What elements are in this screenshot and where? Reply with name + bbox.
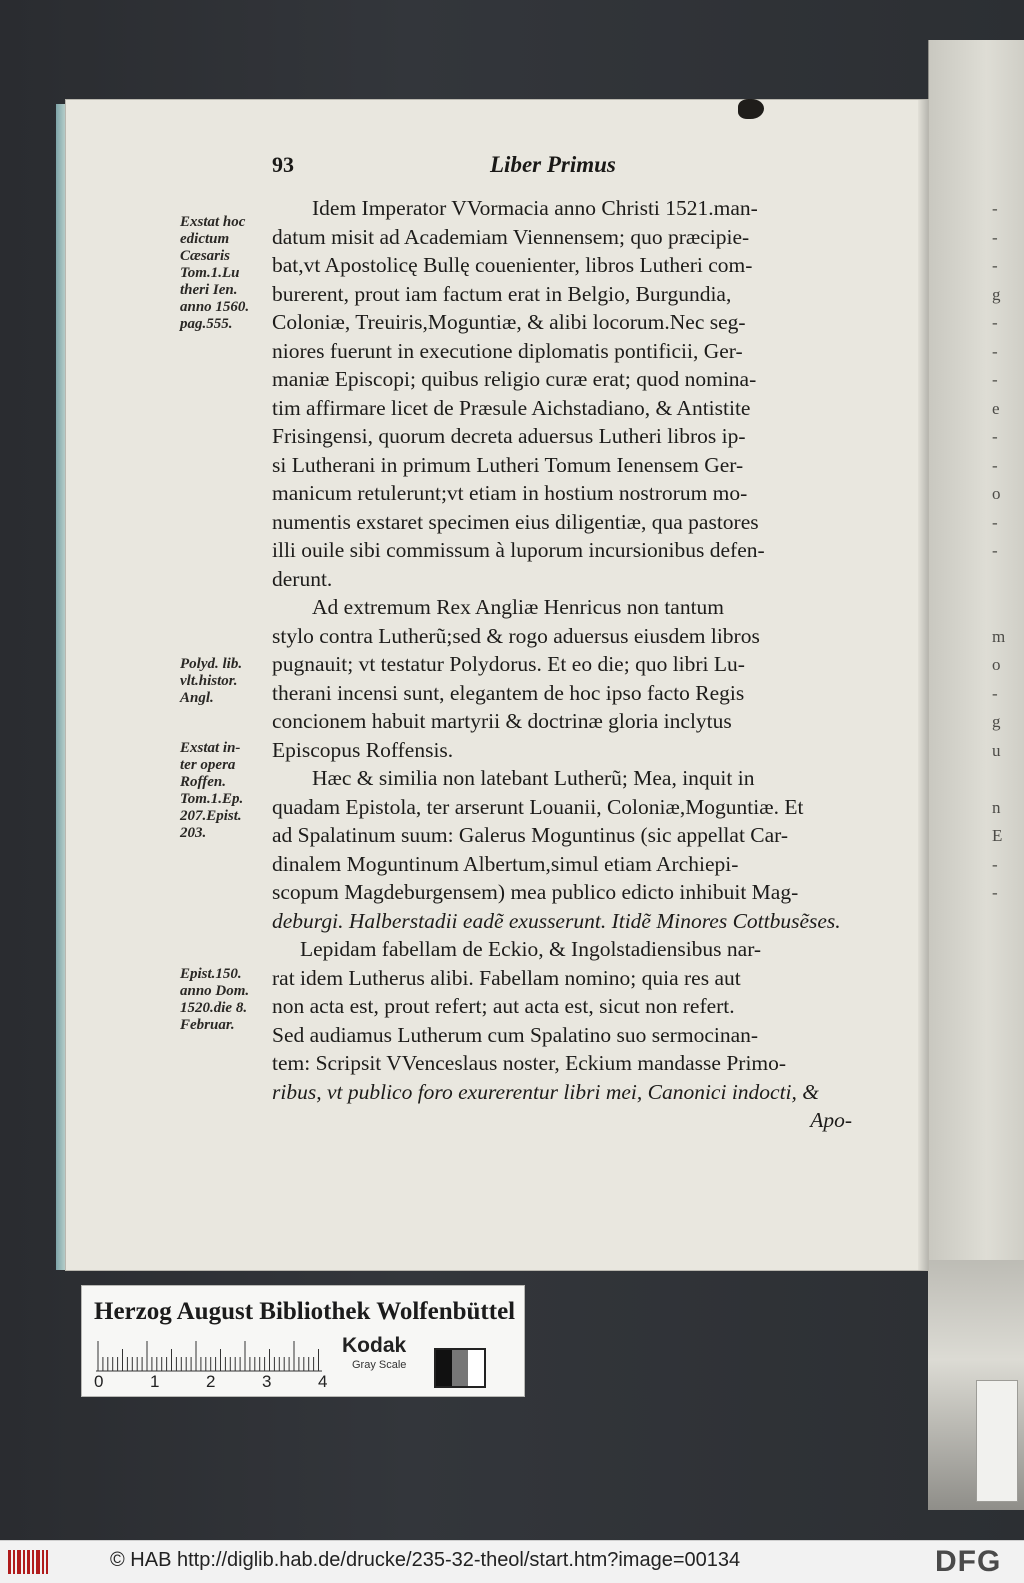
bleed-fragment [992,594,1022,623]
bleed-fragment: e [992,398,1000,418]
bleed-fragment: g [992,284,1001,304]
text-line: bat,vt Apostolicę Bullę couenienter, libros Lutheri com- [272,253,753,277]
text-line: quadam Epistola, ter arserunt Louanii, Coloniæ,Moguntiæ. Et [272,794,804,819]
margin-note-line: pag.555. [180,316,233,332]
text-line: therani incensi sunt, elegantem de hoc ipso facto Regis [272,680,745,705]
body-text [272,194,852,1135]
margin-note-line: Tom.1.Lu [180,265,240,281]
source-link[interactable]: © HAB http://diglib.hab.de/drucke/235-32-theol/start.htm?image=00134 [110,1549,741,1571]
shelf-label [976,1380,1018,1502]
adjacent-page-text [992,195,1022,1107]
bleed-fragment: - [992,455,998,475]
text-line: niores fuerunt in executione diplomatis pontificii, Ger- [272,338,743,363]
margin-note [180,740,272,842]
bleed-fragment: - [992,541,998,560]
kodak-logo: Kodak [342,1334,407,1357]
ruler [96,1338,322,1372]
bleed-fragment: - [992,199,998,218]
text-line: Frisingensi, quorum decreta aduersus Lutheri libros ip- [272,424,746,448]
page-number: 93 [272,152,294,177]
margin-note-line: anno Dom. [180,983,250,999]
text-line: si Lutherani in primum Lutheri Tomum Ienensem Ger- [272,452,744,477]
margin-note-line: Tom.1.Ep. [180,791,244,807]
ruler-number: 3 [262,1372,272,1391]
bleed-fragment [992,566,1022,595]
margin-note [180,966,272,1034]
bleed-fragment: - [992,313,998,332]
bleed-fragment: - [992,512,998,532]
text-line: derunt. [272,566,333,591]
bleed-fragment [992,965,1022,994]
margin-note-line: ter opera [180,757,236,773]
bleed-fragment [992,908,1022,937]
bleed-fragment [992,1050,1022,1079]
institution-name: Herzog August Bibliothek Wolfenbüttel [94,1298,516,1325]
viewer-footer [0,1540,1024,1583]
text-line: burerent, prout iam factum erat in Belgio, Burgundia, [272,281,732,306]
text-line: ad Spalatinum suum: Galerus Moguntinus (sic appellat Car- [272,823,789,847]
text-line: concionem habuit martyrii & doctrinæ gloria inclytus [272,709,732,733]
margin-note-line: Angl. [180,690,214,706]
ruler-number: 1 [150,1372,160,1391]
text-line: Idem Imperator VVormacia anno Christi 1521.man- [312,196,758,220]
bleed-fragment [992,1022,1022,1051]
text-line: dinalem Moguntinum Albertum,simul etiam Archiepi- [272,851,739,876]
margin-note-line: edictum [180,231,230,247]
text-line: Episcopus Roffensis. [272,737,454,762]
text-line: numentis exstaret specimen eius diligentiæ, qua pastores [272,509,759,534]
ruler-number: 0 [94,1372,104,1391]
margin-note-line: anno 1560. [180,299,250,315]
margin-note-line: 1520.die 8. [180,1000,248,1016]
margin-note-line: Februar. [180,1017,235,1033]
page-gutter [918,100,928,1270]
color-target [81,1285,525,1397]
bleed-fragment: - [992,854,998,874]
bleed-fragment: u [992,740,1001,760]
bleed-fragment [992,936,1022,965]
bleed-fragment: - [992,227,998,247]
running-head [272,152,872,182]
bleed-fragment: - [992,370,998,389]
margin-note-line: Cæsaris [180,248,231,264]
text-line: deburgi. Halberstadii eadẽ exusserunt. Itidẽ Minores Cottbusẽses. [272,908,841,933]
text-line: Hæc & similia non latebant Lutherũ; Mea, inquit in [312,766,755,790]
text-line: rat idem Lutherus alibi. Fabellam nomino; quia res aut [272,965,741,990]
text-line: maniæ Episcopi; quibus religio curæ erat; quod nomina- [272,367,757,391]
margin-note-line: Epist.150. [180,966,242,982]
margin-note-line: Polyd. lib. [180,656,243,672]
margin-note-line: Exstat in- [180,740,241,756]
text-line: stylo contra Lutherũ;sed & rogo aduersus eiusdem libros [272,623,760,648]
margin-note-line: Exstat hoc [180,214,246,230]
bleed-fragment: - [992,683,998,703]
bleed-fragment: g [992,712,1001,731]
text-line: pugnauit; vt testatur Polydorus. Et eo die; quo libri Lu- [272,652,745,676]
bleed-fragment: - [992,883,998,902]
bleed-fragment: E [992,826,1003,845]
ruler-number: 2 [206,1372,216,1391]
gray-scale-label: Gray Scale [352,1359,407,1371]
text-line: manicum retulerunt;vt etiam in hostium nostrorum mo- [272,481,748,505]
bleed-fragment [992,993,1022,1022]
barcode-icon [8,1550,48,1574]
margin-note-line: 207.Epist. [180,808,242,824]
margin-note [180,656,272,707]
bleed-fragment: - [992,256,998,275]
bleed-fragment [992,1079,1022,1108]
text-line: Sed audiamus Lutherum cum Spalatino suo sermocinan- [272,1022,759,1047]
text-line: datum misit ad Academiam Viennensem; quo præcipie- [272,224,750,249]
dfg-logo: DFG [935,1545,1002,1578]
gray-swatch [434,1348,486,1388]
ruler-number: 4 [318,1372,328,1391]
text-line: Ad extremum Rex Angliæ Henricus non tantum [312,595,725,619]
margin-note-line: Roffen. [180,774,226,790]
bleed-fragment: o [992,655,1001,674]
bleed-fragment: - [992,341,998,361]
margin-note-line: 203. [180,825,207,841]
text-line: illi ouile sibi commissum à luporum incursionibus defen- [272,538,765,562]
text-line: Lepidam fabellam de Eckio, & Ingolstadiensibus nar- [300,937,762,961]
text-line: tem: Scripsit VVenceslaus noster, Eckium mandasse Primo- [272,1051,787,1075]
running-title: Liber Primus [490,152,616,177]
bleed-fragment: m [992,626,1006,646]
bleed-fragment [992,765,1022,794]
margin-note-line: vlt.histor. [180,673,238,689]
text-line: tim affirmare licet de Præsule Aichstadiano, & Antistite [272,395,751,420]
text-line: scopum Magdeburgensem) mea publico edicto inhibuit Mag- [272,880,799,904]
margin-note [180,214,272,333]
margin-note-line: theri Ien. [180,282,238,298]
bleed-fragment: o [992,484,1001,503]
bleed-fragment: n [992,797,1001,817]
text-line: Coloniæ, Treuiris,Moguntiæ, & alibi locorum.Nec seg- [272,310,746,334]
text-line: ribus, vt publico foro exurerentur libri mei, Canonici indocti, & [272,1079,820,1104]
text-line: non acta est, prout refert; aut acta est, sicut non refert. [272,994,735,1018]
text-line: Apo- [810,1108,852,1132]
bleed-fragment: - [992,427,998,446]
